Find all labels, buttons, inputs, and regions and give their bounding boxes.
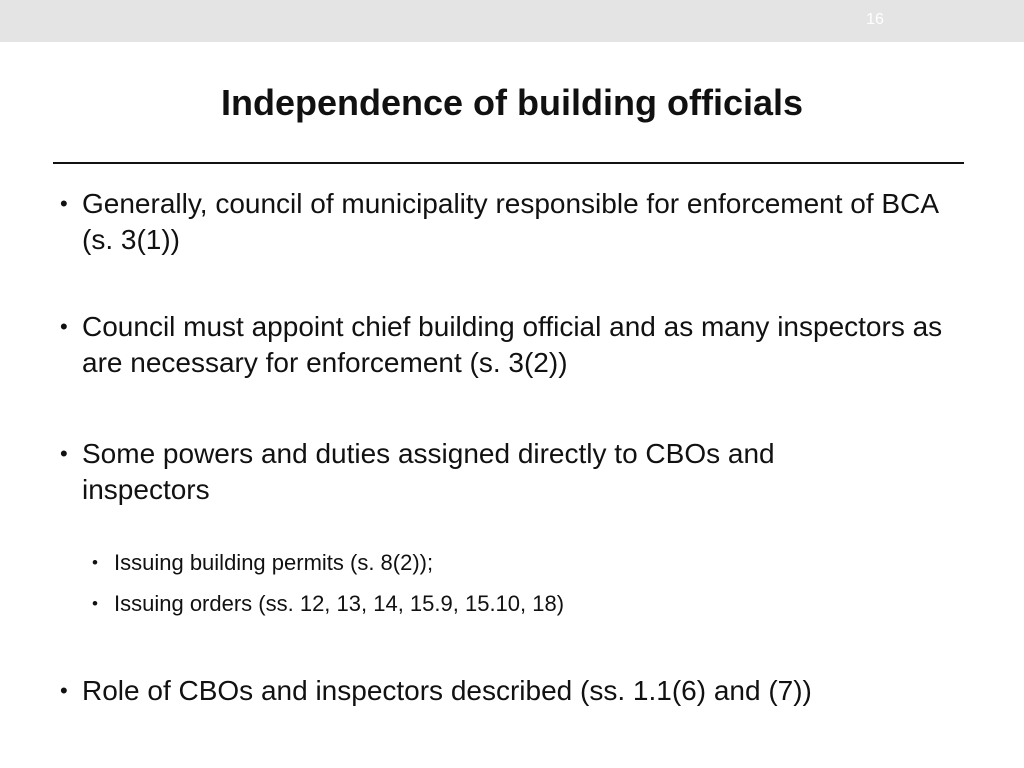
bullet-item [60, 186, 960, 258]
bullet-item [60, 436, 880, 508]
bullet-dot-icon: • [92, 594, 98, 613]
bullet-item [60, 309, 960, 381]
bullet-dot-icon: • [60, 314, 68, 339]
bullet-item [60, 673, 960, 709]
slide-title: Independence of building officials [220, 82, 804, 123]
bullet-text: Some powers and duties assigned directly to CBOs and inspectors [82, 438, 775, 505]
slide-number: 16 [866, 11, 884, 28]
sub-bullet-text: Issuing orders (ss. 12, 13, 14, 15.9, 15.10, 18) [114, 591, 565, 616]
sub-bullet-item [92, 548, 952, 578]
bullet-dot-icon: • [60, 191, 68, 216]
sub-bullet-item [92, 589, 952, 619]
bullet-text: Role of CBOs and inspectors described (ss. 1.1(6) and (7)) [82, 675, 812, 706]
bullet-dot-icon: • [92, 553, 98, 572]
bullet-text: Generally, council of municipality responsible for enforcement of BCA (s. 3(1)) [82, 188, 938, 255]
bullet-text: Council must appoint chief building official and as many inspectors as are necessary for enforcement (s. 3(2)) [82, 311, 943, 378]
sub-bullet-text: Issuing building permits (s. 8(2)); [114, 550, 434, 575]
bullet-dot-icon: • [60, 441, 68, 466]
top-bar [0, 0, 1024, 42]
bullet-dot-icon: • [60, 678, 68, 703]
title-divider [53, 162, 964, 164]
